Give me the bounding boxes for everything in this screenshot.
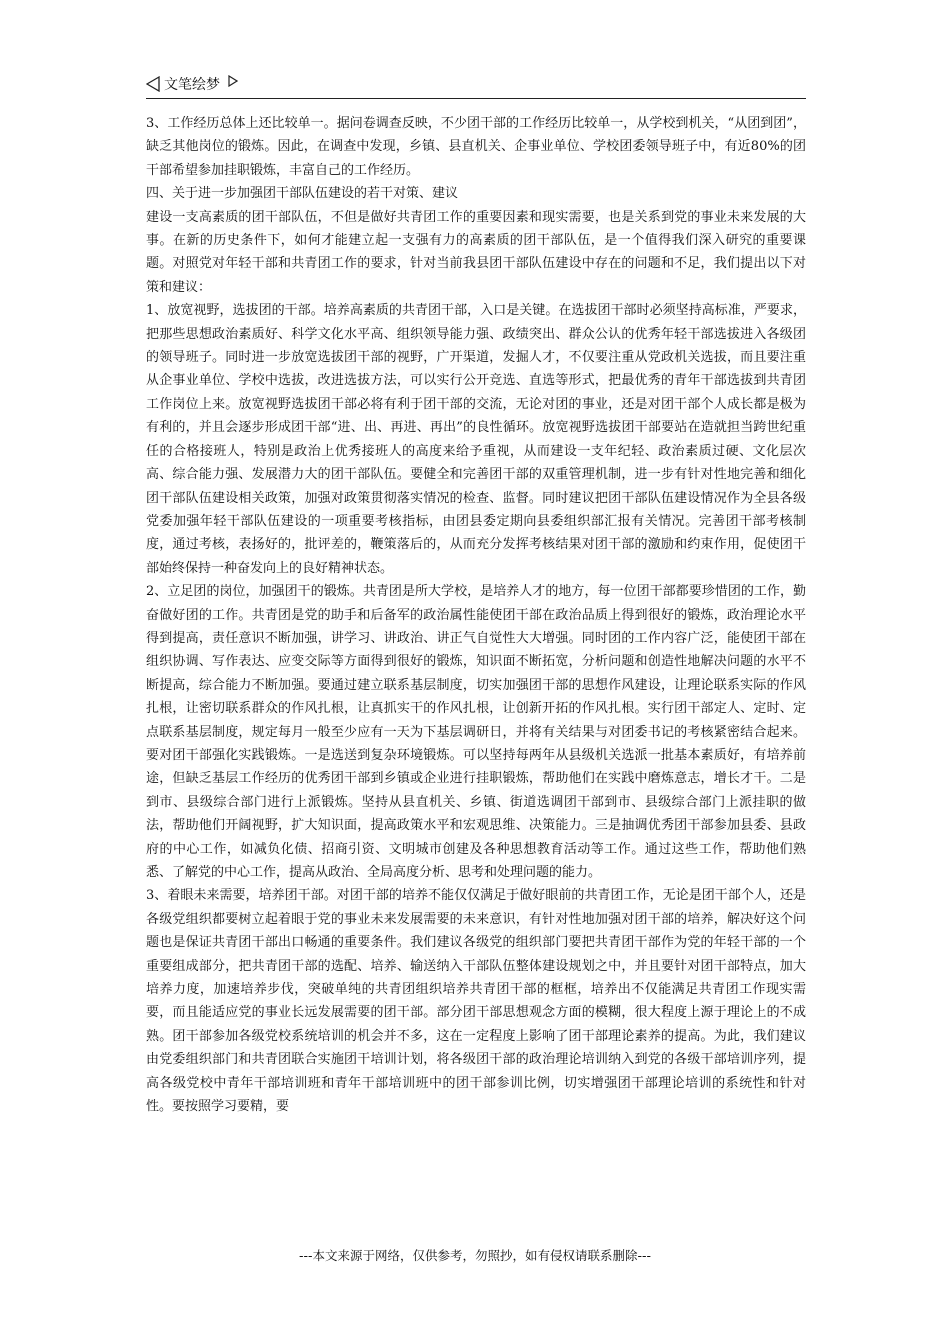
paragraph: 建设一支高素质的团干部队伍，不但是做好共青团工作的重要因素和现实需要，也是关系到党的事业未来发展的大事。在新的历史条件下，如何才能建立起一支强有力的高素质的团干部队伍，是一个值得我们深入研究的重要课题。对照党对年轻干部和共青团工作的要求，针对当前我县团干部队伍建设中存在的问题和不足，我们提出以下对策和建议： <box>146 209 806 295</box>
footer-notice: ---本文来源于网络，仅供参考，勿照抄，如有侵权请联系删除--- <box>298 1248 652 1263</box>
paragraph: 2、立足团的岗位，加强团干的锻炼。共青团是所大学校，是培养人才的地方，每一位团干部都要珍惜团的工作，勤奋做好团的工作。共青团是党的助手和后备军的政治属性能使团干部在政治品质上得到很好的锻炼，政治理论水平得到提高，责任意识不断加强，讲学习、讲政治、讲正气自觉性大大增强。同时团的工作内容广泛，能使团干部在组织协调、写作表达、应变交际等方面得到很好的锻炼，知识面不断拓宽，分析问题和创造性地解决问题的水平不断提高，综合能力不断加强。要通过建立联系基层制度，切实加强团干部的思想作风建设，让理论联系实际的作风扎根，让密切联系群众的作风扎根，让真抓实干的作风扎根，让创新开拓的作风扎根。实行团干部定人、定时、定点联系基层制度，规定每月一般至少应有一天为下基层调研日，并将有关结果与对团委书记的考核紧密结合起来。要对团干部强化实践锻炼。一是选送到复杂环境锻炼。可以坚持每两年从县级机关选派一批基本素质好，有培养前途，但缺乏基层工作经历的优秀团干部到乡镇或企业进行挂职锻炼，帮助他们在实践中磨炼意志，增长才干。二是到市、县级综合部门进行上派锻炼。坚持从县直机关、乡镇、街道选调团干部到市、县级综合部门上派挂职的做法，帮助他们开阔视野，扩大知识面，提高政策水平和宏观思维、决策能力。三是抽调优秀团干部参加县委、县政府的中心工作，如减负化债、招商引资、文明城市创建及各种思想教育活动等工作。通过这些工作，帮助他们熟悉、了解党的中心工作，提高从政治、全局高度分析、思考和处理问题的能力。 <box>146 584 806 880</box>
paragraph: 3、工作经历总体上还比较单一。据问卷调查反映，不少团干部的工作经历比较单一，从学校到机关，“从团到团”，缺乏其他岗位的锻炼。因此，在调查中发现，乡镇、县直机关、企事业单位、学校团委领导班子中，有近80%的团干部希望参加挂职锻炼，丰富自己的工作经历。 <box>146 116 806 178</box>
paragraph: 3、着眼未来需要，培养团干部。对团干部的培养不能仅仅满足于做好眼前的共青团工作，无论是团干部个人，还是各级党组织都要树立起着眼于党的事业未来发展需要的未来意识，有针对性地加强对团干部的培养，解决好这个问题也是保证共青团干部出口畅通的重要条件。我们建议各级党的组织部门要把共青团干部作为党的年轻干部的一个重要组成部分，把共青团干部的选配、培养、输送纳入干部队伍整体建设规划之中，并且要针对团干部特点，加大培养力度，加速培养步伐，突破单纯的共青团组织培养共青团干部的框框，培养出不仅能满足共青团工作现实需要，而且能适应党的事业长远发展需要的团干部。部分团干部思想观念方面的模糊，很大程度上源于理论上的不成熟。团干部参加各级党校系统培训的机会并不多，这在一定程度上影响了团干部理论素养的提高。为此，我们建议由党委组织部门和共青团联合实施团干培训计划，将各级团干部的政治理论培训纳入到党的各级干部培训序列，提高各级党校中青年干部培训班和青年干部培训班中的团干部参训比例，切实增强团干部理论培训的系统性和针对性。要按照学习要精，要 <box>146 888 806 1115</box>
page-header <box>146 72 806 99</box>
triangle-left-icon <box>146 76 160 92</box>
triangle-right-icon <box>228 75 238 87</box>
brand-name: 文笔绘梦 <box>164 77 220 93</box>
document-body <box>146 112 806 1118</box>
section-heading: 四、关于进一步加强团干部队伍建设的若干对策、建议 <box>146 186 459 202</box>
paragraph: 1、放宽视野，选拔团的干部。培养高素质的共青团干部，入口是关键。在选拔团干部时必须坚持高标准，严要求，把那些思想政治素质好、科学文化水平高、组织领导能力强、政绩突出、群众公认的优秀年轻干部选拔进入各级团的领导班子。同时进一步放宽选拔团干部的视野，广开渠道，发掘人才，不仅要注重从党政机关选拔，而且要注重从企事业单位、学校中选拔，改进选拔方法，可以实行公开竞选、直选等形式，把最优秀的青年干部选拔到共青团工作岗位上来。放宽视野选拔团干部必将有利于团干部的交流，无论对团的事业，还是对团干部个人成长都是极为有利的，并且会逐步形成团干部“进、出、再进、再出”的良性循环。放宽视野选拔团干部要站在造就担当跨世纪重任的合格接班人，特别是政治上优秀接班人的高度来给予重视，从而建设一支年纪轻、政治素质过硬、文化层次高、综合能力强、发展潜力大的团干部队伍。要健全和完善团干部的双重管理机制，进一步有针对性地完善和细化团干部队伍建设相关政策，加强对政策贯彻落实情况的检查、监督。同时建议把团干部队伍建设情况作为全县各级党委加强年轻干部队伍建设的一项重要考核指标，由团县委定期向县委组织部汇报有关情况。完善团干部考核制度，通过考核，表扬好的，批评差的，鞭策落后的，从而充分发挥考核结果对团干部的激励和约束作用，促使团干部始终保持一种奋发向上的良好精神状态。 <box>146 303 806 576</box>
brand <box>146 74 238 94</box>
